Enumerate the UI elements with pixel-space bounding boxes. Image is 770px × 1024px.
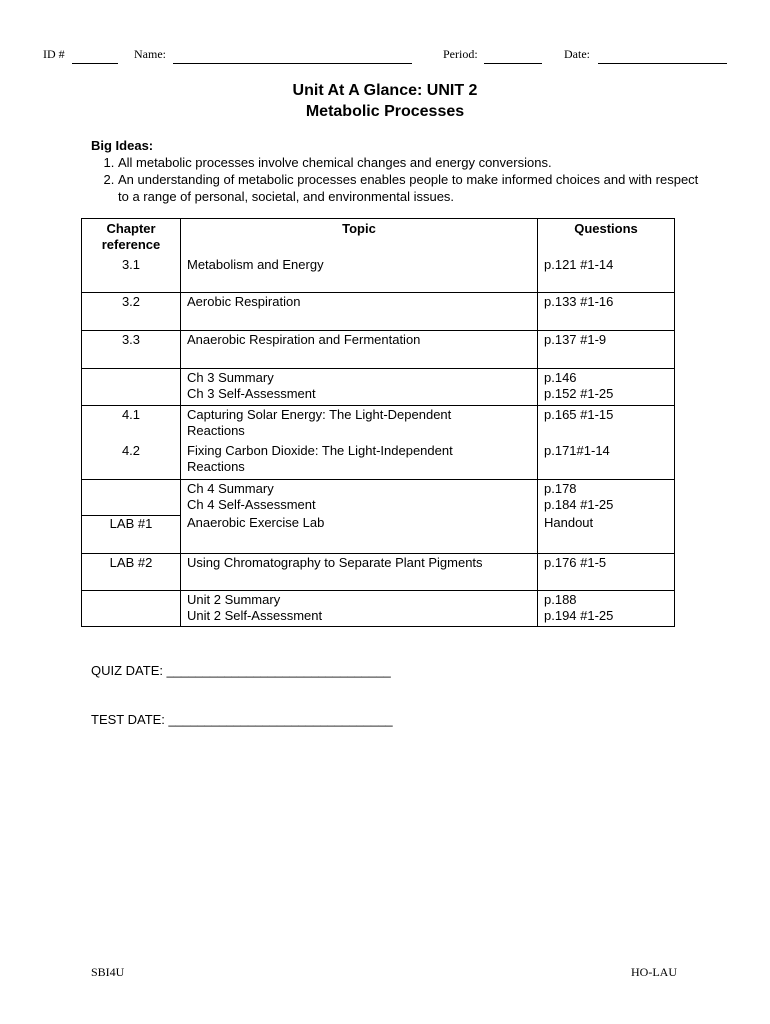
topic-cell: Aerobic Respiration [181, 292, 538, 330]
chapter-cell: 3.3 [82, 330, 181, 368]
questions-cell: p.133 #1-16 [538, 292, 675, 330]
questions-cell: p.137 #1-9 [538, 330, 675, 368]
big-ideas-heading: Big Ideas: [91, 138, 154, 153]
questions-cell: p.146 p.152 #1-25 [538, 368, 675, 405]
topic-cell: Capturing Solar Energy: The Light-Dependent Reactions [181, 405, 538, 442]
topic-cell: Ch 4 Summary Ch 4 Self-Assessment [181, 479, 538, 515]
table-row [82, 330, 675, 368]
chapter-cell [82, 590, 181, 626]
name-label: Name: [134, 47, 166, 61]
table-row [82, 368, 675, 405]
chapter-cell [82, 368, 181, 405]
column-header-questions: Questions [538, 219, 675, 256]
table-row [82, 255, 675, 292]
table-row [82, 442, 675, 479]
chapter-cell: 4.1 [82, 405, 181, 442]
topic-cell: Anaerobic Respiration and Fermentation [181, 330, 538, 368]
page-title: Unit At A Glance: UNIT 2 [292, 82, 478, 99]
list-item: 1. All metabolic processes involve chemical changes and energy conversions. [118, 154, 701, 171]
table-row [82, 479, 675, 515]
topic-cell: Metabolism and Energy [181, 255, 538, 292]
id-label: ID # [43, 47, 65, 61]
chapter-cell: 3.2 [82, 292, 181, 330]
topic-cell: Ch 3 Summary Ch 3 Self-Assessment [181, 368, 538, 405]
footer-author-code: HO-LAU [631, 965, 677, 979]
chapter-cell: LAB #2 [82, 553, 181, 590]
chapter-cell [82, 479, 181, 515]
unit-schedule-table [81, 218, 675, 627]
questions-cell: Handout [538, 515, 675, 553]
chapter-cell: 4.2 [82, 442, 181, 479]
period-label: Period: [443, 47, 478, 61]
questions-cell: p.178 p.184 #1-25 [538, 479, 675, 515]
column-header-topic: Topic [181, 219, 538, 256]
questions-cell: p.165 #1-15 [538, 405, 675, 442]
chapter-cell: 3.1 [82, 255, 181, 292]
big-ideas-list [91, 154, 701, 205]
quiz-date-field[interactable]: QUIZ DATE: _______________________________ [91, 663, 391, 678]
table-row [82, 590, 675, 626]
name-field-line[interactable] [173, 63, 412, 64]
chapter-cell: LAB #1 [82, 515, 181, 553]
table-row [82, 553, 675, 590]
footer-course-code: SBI4U [91, 965, 125, 979]
topic-cell: Using Chromatography to Separate Plant Pigments [181, 553, 538, 590]
date-label: Date: [564, 47, 590, 61]
test-date-field[interactable]: TEST DATE: _______________________________ [91, 712, 393, 727]
table-row [82, 292, 675, 330]
big-ideas-section [91, 137, 701, 205]
questions-cell: p.176 #1-5 [538, 553, 675, 590]
list-item: 2. An understanding of metabolic processes enables people to make informed choices and with respect to a range of personal, societal, and environmental issues. [118, 171, 701, 205]
questions-cell: p.171#1-14 [538, 442, 675, 479]
questions-cell: p.121 #1-14 [538, 255, 675, 292]
table-row [82, 405, 675, 442]
page-subtitle: Metabolic Processes [305, 103, 465, 120]
id-field-line[interactable] [72, 63, 118, 64]
topic-cell: Fixing Carbon Dioxide: The Light-Independent Reactions [181, 442, 538, 479]
column-header-chapter: Chapter reference [82, 219, 181, 256]
questions-cell: p.188 p.194 #1-25 [538, 590, 675, 626]
table-row [82, 515, 675, 553]
date-field-line[interactable] [598, 63, 727, 64]
topic-cell: Anaerobic Exercise Lab [181, 515, 538, 553]
topic-cell: Unit 2 Summary Unit 2 Self-Assessment [181, 590, 538, 626]
period-field-line[interactable] [484, 63, 542, 64]
